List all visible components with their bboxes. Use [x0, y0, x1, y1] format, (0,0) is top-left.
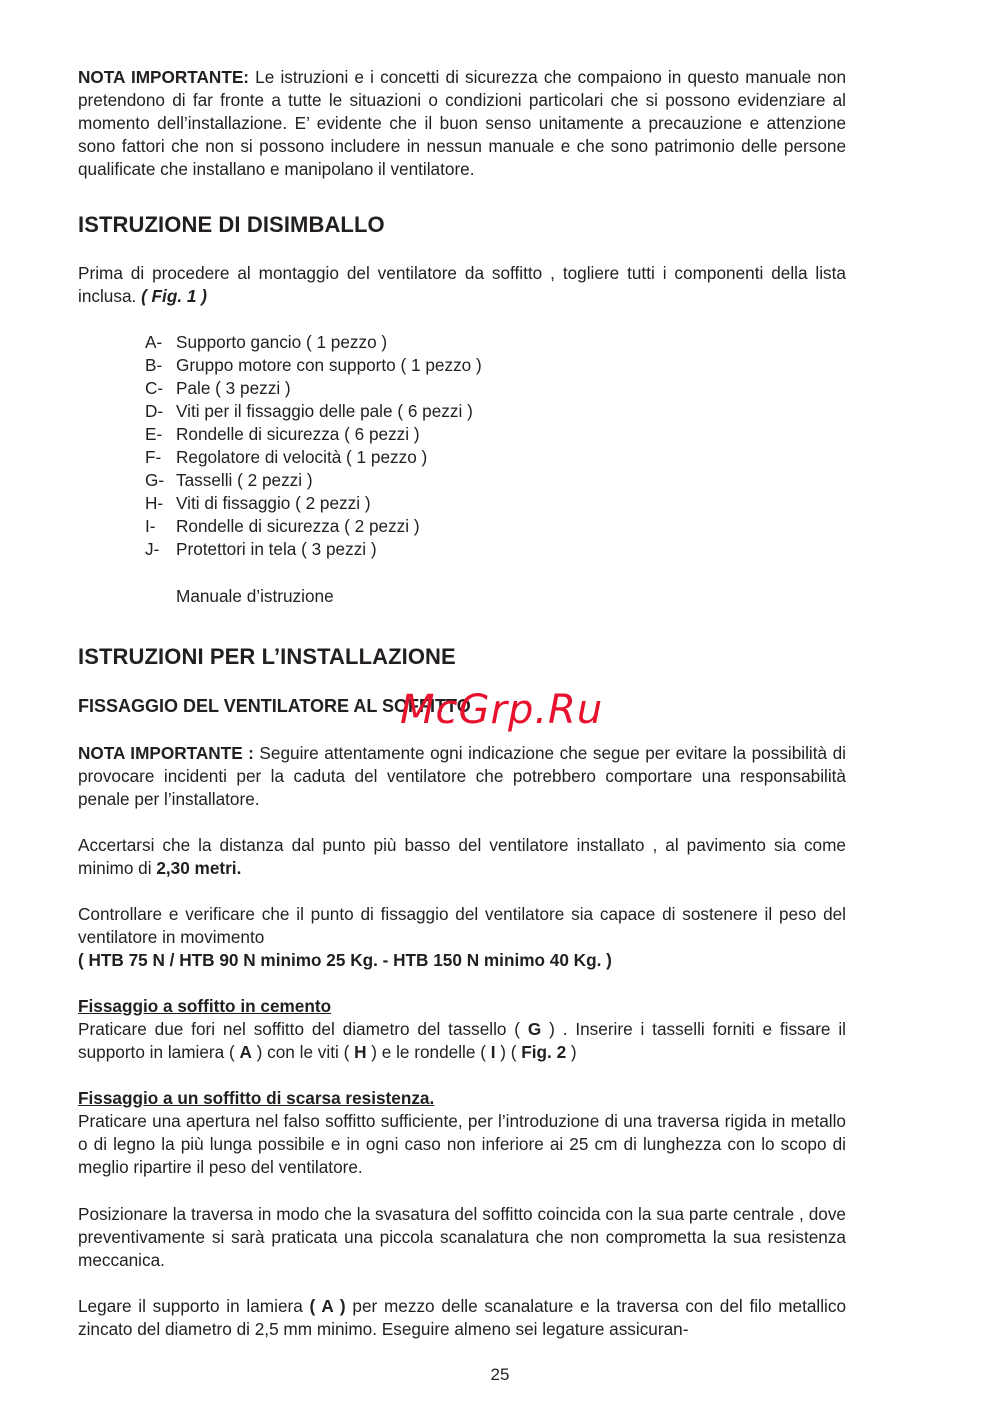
concrete-text-3: ) con le viti (	[251, 1042, 355, 1062]
weak-ceiling-paragraph-1: Praticare una apertura nel falso soffitto sufficiente, per l’introduzione di una traversa rigida in metallo o di legno la più lunga possibile e in ogni caso non inferiore ai 25 cm di lunghezza con lo scopo di meglio ripartire il peso del ventilatore.	[78, 1111, 846, 1177]
watermark: McGrp.Ru	[400, 687, 604, 733]
item-letter: J-	[145, 539, 160, 559]
distance-text: Accertarsi che la distanza dal punto più basso del ventilatore installato , al pavimento sia come minimo di	[78, 835, 846, 878]
manual-item-text: Manuale d’istruzione	[176, 586, 334, 606]
list-item	[145, 492, 745, 515]
intro-note-label: NOTA IMPORTANTE:	[78, 67, 250, 87]
distance-paragraph	[78, 834, 846, 880]
weak-ceiling-paragraph-2: Posizionare la traversa in modo che la svasatura del soffitto coincida con la sua parte centrale , dove preventivamente si sarà praticata una piccola scanalatura che non comprometta la sua resistenza meccanica.	[78, 1204, 846, 1270]
installation-note-label: NOTA IMPORTANTE :	[78, 743, 254, 763]
unpacking-intro-text: Prima di procedere al montaggio del ventilatore da soffitto , togliere tutti i componenti della lista inclusa.	[78, 263, 846, 306]
intro-note-text: Le istruzioni e i concetti di sicurezza che compaiono in questo manuale non pretendono di far fronte a tutte le situazioni o condizioni particolari che si possono evidenziare al momento dell’installazione. E’ evidente che il buon senso unitamente a precauzione e attenzione sono fattori che non si possono includere in nessun manuale e che sono patrimonio delle persone qualificate che installano e manipolano il ventilatore.	[78, 67, 846, 179]
page-number: 25	[490, 1365, 510, 1384]
installation-section	[78, 644, 846, 670]
list-item	[145, 423, 745, 446]
item-letter: A-	[145, 332, 163, 352]
unpacking-heading: ISTRUZIONE DI DISIMBALLO	[78, 212, 385, 237]
weak-ceiling-paragraph-2-block	[78, 1203, 846, 1272]
list-item	[145, 469, 745, 492]
ref-g: G	[527, 1019, 542, 1039]
ref-a-bold: ( A )	[309, 1296, 346, 1316]
ref-h: H	[354, 1042, 367, 1062]
unpacking-intro	[78, 262, 846, 308]
item-text: Supporto gancio ( 1 pezzo )	[176, 332, 388, 352]
concrete-text-2: ) . Inserire i tasselli forniti e fissare il supporto in lamiera (	[78, 1019, 846, 1062]
item-text: Viti di fissaggio ( 2 pezzi )	[176, 493, 371, 513]
item-text: Protettori in tela ( 3 pezzi )	[176, 539, 377, 559]
installation-heading: ISTRUZIONI PER L’INSTALLAZIONE	[78, 644, 456, 669]
item-text: Rondelle di sicurezza ( 6 pezzi )	[176, 424, 420, 444]
concrete-title: Fissaggio a soffitto in cemento	[78, 996, 332, 1016]
item-text: Gruppo motore con supporto ( 1 pezzo )	[176, 355, 482, 375]
item-letter: E-	[145, 424, 163, 444]
check-paragraph	[78, 903, 846, 972]
manual-item	[176, 585, 334, 608]
installation-note-text: Seguire attentamente ogni indicazione che segue per evitare la possibilità di provocare incidenti per la caduta del ventilatore che potrebbero comportare una responsabilità penale per l’installatore.	[78, 743, 846, 809]
concrete-text-4: ) e le rondelle (	[366, 1042, 491, 1062]
item-text: Tasselli ( 2 pezzi )	[176, 470, 313, 490]
distance-value: 2,30 metri.	[156, 858, 242, 878]
list-item	[145, 377, 745, 400]
weak-ceiling-section	[78, 1087, 846, 1179]
installation-note	[78, 742, 846, 811]
check-text: Controllare e verificare che il punto di fissaggio del ventilatore sia capace di sostenere il peso del ventilatore in movimento	[78, 904, 846, 947]
component-list	[145, 331, 745, 561]
list-item	[145, 446, 745, 469]
item-text: Rondelle di sicurezza ( 2 pezzi )	[176, 516, 420, 536]
weak-ceiling-title: Fissaggio a un soffitto di scarsa resistenza.	[78, 1088, 435, 1108]
item-letter: C-	[145, 378, 164, 398]
fixing-subheading: FISSAGGIO DEL VENTILATORE AL SOFFITTO	[78, 696, 471, 716]
list-item	[145, 400, 745, 423]
item-letter: F-	[145, 447, 162, 467]
weak-ceiling-paragraph-3-block	[78, 1295, 846, 1341]
concrete-section	[78, 995, 846, 1064]
ref-i: I	[490, 1042, 496, 1062]
concrete-text-5: ) (	[495, 1042, 522, 1062]
list-item	[145, 331, 745, 354]
item-letter: H-	[145, 493, 164, 513]
intro-note	[78, 66, 846, 181]
unpacking-section	[78, 212, 846, 238]
weak-p3-text-1: Legare il supporto in lamiera	[78, 1296, 310, 1316]
item-text: Viti per il fissaggio delle pale ( 6 pezzi )	[176, 401, 473, 421]
concrete-text-1: Praticare due fori nel soffitto del diametro del tassello (	[78, 1019, 528, 1039]
concrete-text-6: )	[566, 1042, 577, 1062]
list-item	[145, 515, 745, 538]
weights-spec: ( HTB 75 N / HTB 90 N minimo 25 Kg. - HTB 150 N minimo 40 Kg. )	[78, 950, 612, 970]
item-text: Regolatore di velocità ( 1 pezzo )	[176, 447, 428, 467]
fig-2-reference: Fig. 2	[521, 1042, 567, 1062]
item-text: Pale ( 3 pezzi )	[176, 378, 291, 398]
fig-1-reference: ( Fig. 1 )	[141, 286, 207, 306]
item-letter: D-	[145, 401, 164, 421]
list-item	[145, 354, 745, 377]
item-letter: G-	[145, 470, 165, 490]
weak-p3-text-2: per mezzo delle scanalature e la traversa con del filo metallico zincato del diametro di 2,5 mm minimo. Eseguire almeno sei legature assicuran-	[78, 1296, 847, 1339]
list-item	[145, 538, 745, 561]
item-letter: B-	[145, 355, 163, 375]
ref-a: A	[239, 1042, 252, 1062]
item-letter: I-	[145, 516, 156, 536]
